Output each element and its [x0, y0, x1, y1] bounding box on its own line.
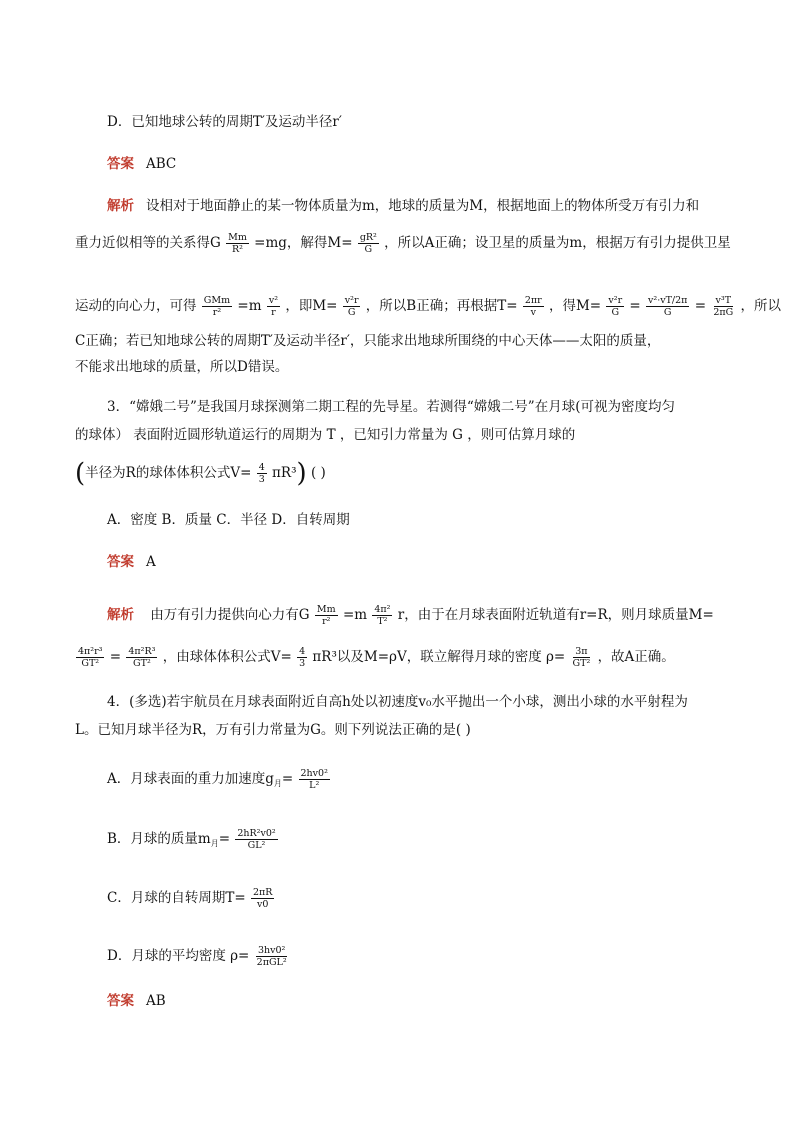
analysis-line-3 [75, 295, 781, 318]
fraction [251, 887, 274, 910]
text: =m [342, 607, 368, 623]
text: πR³ [272, 465, 297, 481]
denominator: 2πGL² [256, 957, 287, 968]
numerator: v²r [344, 295, 359, 306]
numerator: 4π²R³ [128, 646, 156, 657]
q3-stem-3 [75, 458, 326, 489]
denominator: GT² [81, 658, 100, 669]
answer-blank: ( ) [310, 465, 326, 481]
q4-option-b [107, 828, 279, 854]
denominator: 2πG [713, 307, 734, 318]
text: ，故A正确。 [597, 649, 675, 665]
numerator: 2πr [524, 295, 542, 306]
analysis-line-5: 不能求出地球的质量，所以D错误。 [75, 359, 289, 375]
numerator: 4π² [374, 604, 391, 615]
q4-answer-line [107, 991, 166, 1011]
subscript: 月 [210, 839, 219, 848]
denominator: GT² [133, 658, 151, 669]
fraction [315, 604, 338, 627]
q3-options: A．密度 B．质量 C．半径 D．自转周期 [107, 512, 350, 528]
denominator: 3 [258, 474, 265, 485]
fraction [257, 462, 267, 485]
denominator: T² [377, 616, 388, 627]
fraction [126, 646, 157, 669]
fraction [235, 828, 277, 851]
text: ，得M= [548, 298, 602, 314]
q4-option-a [107, 768, 331, 794]
denominator: r² [212, 307, 222, 318]
text: 半径为R的球体体积公式V= [85, 465, 252, 481]
q4-option-d [107, 945, 290, 968]
numerator: v²·vT/2π [648, 295, 688, 306]
denominator: G [364, 244, 373, 255]
fraction [358, 232, 379, 255]
analysis-line-1 [107, 196, 699, 216]
fraction [255, 945, 289, 968]
numerator: 4π²r³ [78, 646, 103, 657]
option-d: D．已知地球公转的周期T′及运动半径r′ [107, 114, 342, 130]
text: A．月球表面的重力加速度g [107, 771, 274, 787]
text: πR³以及M=ρV，联立解得月球的密度 ρ= [312, 649, 566, 665]
denominator: r [271, 307, 276, 318]
right-paren: ) [296, 458, 307, 489]
fraction [606, 295, 624, 318]
answer-label: 答案 [107, 993, 134, 1009]
numerator: 2πR [252, 887, 273, 898]
text: = [109, 649, 122, 665]
numerator: 4 [258, 462, 265, 473]
numerator: Mm [228, 232, 247, 243]
numerator: 4 [299, 646, 306, 657]
fraction [226, 232, 249, 255]
denominator: r² [322, 616, 331, 627]
fraction [76, 646, 104, 669]
left-paren: ( [75, 458, 86, 489]
answer-label: 答案 [107, 156, 134, 172]
q3-analysis-line-2 [75, 646, 675, 669]
text: ，所以 [740, 298, 782, 314]
numerator: 2hR²v0² [237, 828, 276, 839]
q3-answer-line [107, 552, 156, 572]
text: = [629, 298, 641, 314]
denominator: GL² [247, 840, 266, 851]
fraction [202, 295, 232, 318]
answer-value: A [146, 554, 156, 570]
q4-stem-1: 4．(多选)若宇航员在月球表面附近自高h处以初速度v₀水平抛出一个小球，测出小球的水平射程为 [107, 694, 688, 710]
q4-stem-2: L。已知月球半径为R，万有引力常量为G。则下列说法正确的是( ) [75, 722, 471, 738]
text: C．月球的自转周期T= [107, 890, 246, 906]
text: r，由于在月球表面附近轨道有r=R，则月球质量M= [397, 607, 714, 623]
denominator: v [530, 307, 536, 318]
text: ，所以A正确；设卫星的质量为m，根据万有引力提供卫星 [384, 235, 731, 251]
fraction [523, 295, 544, 318]
text: ，所以B正确；再根据T= [365, 298, 518, 314]
q3-stem-2: 的球体） 表面附近圆形轨道运行的周期为 T ，已知引力常量为 G ，则可估算月球的 [75, 427, 576, 443]
analysis-label: 解析 [107, 198, 134, 214]
denominator: G [663, 307, 672, 318]
fraction [343, 295, 361, 318]
text: = [218, 831, 231, 847]
analysis-label: 解析 [107, 607, 134, 623]
denominator: R² [231, 244, 243, 255]
fraction [711, 295, 735, 318]
answer-label: 答案 [107, 554, 134, 570]
numerator: v²r [608, 295, 623, 306]
numerator: v² [268, 295, 279, 306]
denominator: 3 [299, 658, 306, 669]
fraction [297, 646, 307, 669]
numerator: gR² [359, 232, 377, 243]
numerator: GMm [203, 295, 231, 306]
text: =mg，解得M= [254, 235, 353, 251]
text: 由万有引力提供向心力有G [150, 607, 310, 623]
answer-value: AB [146, 993, 166, 1009]
analysis-text: 设相对于地面静止的某一物体质量为m，地球的质量为M，根据地面上的物体所受万有引力和 [146, 198, 700, 214]
denominator: v0 [256, 899, 269, 910]
text: D．月球的平均密度 ρ= [107, 948, 250, 964]
analysis-line-4: C正确；若已知地球公转的周期T′及运动半径r′，只能求出地球所围绕的中心天体——太阳的质量， [75, 333, 661, 349]
text: = [694, 298, 707, 314]
numerator: 3π [575, 646, 588, 657]
text: = [281, 771, 294, 787]
fraction [372, 604, 392, 627]
fraction [571, 646, 593, 669]
numerator: Mm [316, 604, 336, 615]
q4-option-c [107, 887, 275, 910]
text: 运动的向心力，可得 [75, 298, 197, 314]
text: ，由球体体积公式V= [162, 649, 292, 665]
denominator: L² [309, 780, 320, 791]
numerator: 2hv0² [300, 768, 328, 779]
analysis-line-2 [75, 232, 731, 255]
text: =m [237, 298, 262, 314]
q3-stem-1: 3．“嫦娥二号”是我国月球探测第二期工程的先导星。若测得“嫦娥二号”在月球(可视为密度均匀 [107, 399, 675, 415]
text: B．月球的质量m [107, 831, 211, 847]
text: 重力近似相等的关系得G [75, 235, 221, 251]
fraction [299, 768, 330, 791]
denominator: G [611, 307, 620, 318]
q3-analysis-line-1 [107, 604, 714, 627]
text: ，即M= [285, 298, 338, 314]
denominator: GT² [572, 658, 591, 669]
answer-value: ABC [146, 156, 177, 172]
numerator: 3hv0² [257, 945, 286, 956]
numerator: v³T [715, 295, 732, 306]
denominator: G [347, 307, 356, 318]
fraction [267, 295, 280, 318]
subscript: 月 [273, 779, 282, 788]
answer-line [107, 154, 176, 174]
fraction [646, 295, 689, 318]
